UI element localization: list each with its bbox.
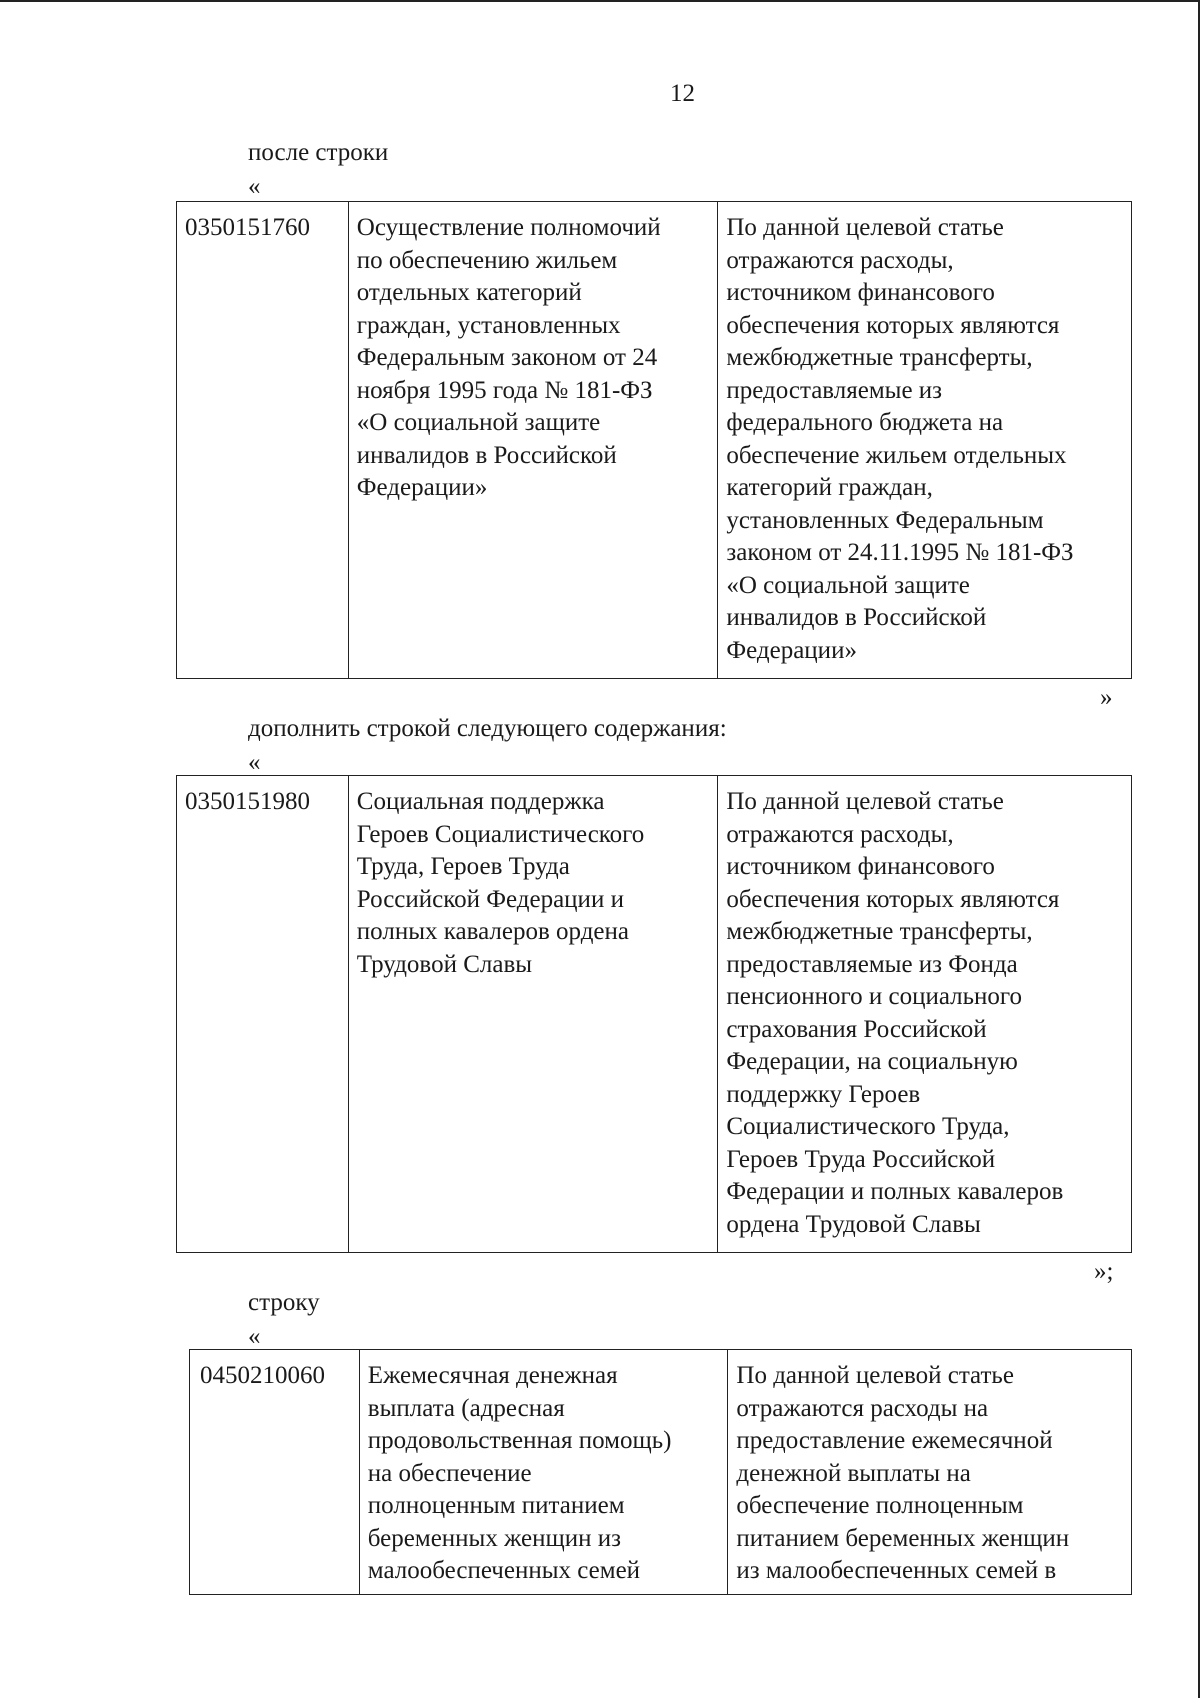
cell-text-line: обеспечение жильем отдельных [726, 441, 1067, 469]
cell-text-line: По данной целевой статье [726, 788, 1004, 815]
cell-text-line: отражаются расходы, [726, 820, 954, 848]
cell-text-line: источником финансового [726, 853, 995, 880]
table-row [177, 202, 1132, 679]
cell-text-line: полноценным питанием [367, 1492, 625, 1519]
cell-text-line: Российской Федерации и [356, 885, 624, 913]
cell-text-line: выплата (адресная [367, 1394, 565, 1422]
cell-text-line: Федерации» [726, 636, 857, 664]
cell-text-line: отдельных категорий [356, 279, 582, 306]
cell-text-line: «О социальной защите [356, 409, 601, 436]
cell-text-line: Социалистического Труда, [726, 1113, 1010, 1140]
intro-after-row: после строки [248, 139, 389, 166]
cell-text-line: отражаются расходы, [726, 246, 954, 274]
cell-text-line: продовольственная помощь) [367, 1427, 672, 1454]
cell-text-line: Героев Труда Российской [726, 1145, 996, 1173]
cell-text-line: Осуществление полномочий [356, 214, 661, 241]
cell-text-line: межбюджетные трансферты, [726, 918, 1033, 945]
cell-text-line: пенсионного и социального [726, 983, 1023, 1010]
table-existing-row [176, 201, 1132, 679]
cell-text-line: По данной целевой статье [736, 1362, 1014, 1389]
code-cell: 0350151980 [177, 776, 349, 1253]
description-cell [718, 202, 1132, 679]
cell-text-line: по обеспечению жильем [356, 246, 618, 274]
code-cell: 0450210060 [190, 1350, 360, 1595]
cell-text-line: страхования Российской [726, 1015, 987, 1043]
intro-row: строку [248, 1289, 320, 1316]
cell-text-line: обеспечения которых являются [726, 885, 1060, 913]
cell-text-line: законом от 24.11.1995 № 181-ФЗ [726, 539, 1074, 566]
cell-text-line: «О социальной защите [726, 571, 970, 599]
cell-text-line: По данной целевой статье [726, 214, 1004, 241]
cell-text-line: Труда, Героев Труда [356, 853, 570, 880]
cell-text-line: источником финансового [726, 279, 995, 306]
cell-text-line: федерального бюджета на [726, 409, 1004, 436]
cell-text-line: из малообеспеченных семей в [736, 1557, 1057, 1584]
cell-text-line: ноября 1995 года № 181-ФЗ [356, 376, 653, 404]
cell-text-line: беременных женщин из [367, 1524, 622, 1552]
close-quote-2: »; [1094, 1258, 1114, 1285]
cell-text-line: Трудовой Славы [356, 950, 533, 978]
cell-text-line: денежной выплаты на [736, 1459, 971, 1487]
page-number: 12 [670, 80, 695, 107]
cell-text-line: поддержку Героев [726, 1080, 921, 1108]
code-cell: 0350151760 [177, 202, 349, 679]
cell-text-line: Героев Социалистического [356, 820, 645, 848]
cell-text-line: Социальная поддержка [356, 788, 605, 815]
table-row [177, 776, 1132, 1253]
cell-text-line: отражаются расходы на [736, 1394, 989, 1422]
cell-text-line: предоставляемые из [726, 376, 943, 404]
open-quote-2: « [248, 749, 261, 776]
cell-text-line: на обеспечение [367, 1459, 532, 1487]
cell-text-line: инвалидов в Российской [356, 441, 617, 469]
cell-text-line: категорий граждан, [726, 474, 933, 501]
cell-text-line: Федерации» [356, 474, 488, 501]
cell-text-line: инвалидов в Российской [726, 604, 987, 631]
cell-text-line: предоставляемые из Фонда [726, 950, 1018, 978]
cell-text-line: обеспечение полноценным [736, 1492, 1024, 1519]
table-row [190, 1350, 1132, 1595]
cell-text-line: обеспечения которых являются [726, 311, 1060, 339]
cell-text-line: предоставление ежемесячной [736, 1427, 1053, 1454]
open-quote-1: « [248, 173, 261, 200]
name-cell [348, 202, 718, 679]
table-new-row [176, 775, 1132, 1253]
cell-text-line: межбюджетные трансферты, [726, 344, 1033, 371]
description-cell [728, 1350, 1132, 1595]
description-cell [718, 776, 1132, 1253]
cell-text-line: Федерации и полных кавалеров [726, 1178, 1064, 1205]
cell-text-line: Федеральным законом от 24 [356, 344, 658, 371]
cell-text-line: граждан, установленных [356, 311, 621, 339]
table-existing-row-2 [189, 1349, 1132, 1595]
cell-text-line: Федерации, на социальную [726, 1048, 1018, 1075]
intro-add-row: дополнить строкой следующего содержания: [248, 715, 727, 742]
cell-text-line: ордена Трудовой Славы [726, 1210, 981, 1238]
cell-text-line: Ежемесячная денежная [367, 1362, 618, 1389]
open-quote-3: « [248, 1323, 261, 1350]
cell-text-line: полных кавалеров ордена [356, 918, 629, 945]
close-quote-1: » [1100, 684, 1113, 711]
cell-text-line: питанием беременных женщин [736, 1524, 1070, 1552]
name-cell [348, 776, 718, 1253]
cell-text-line: установленных Федеральным [726, 506, 1044, 534]
name-cell [359, 1350, 728, 1595]
cell-text-line: малообеспеченных семей [367, 1557, 641, 1584]
